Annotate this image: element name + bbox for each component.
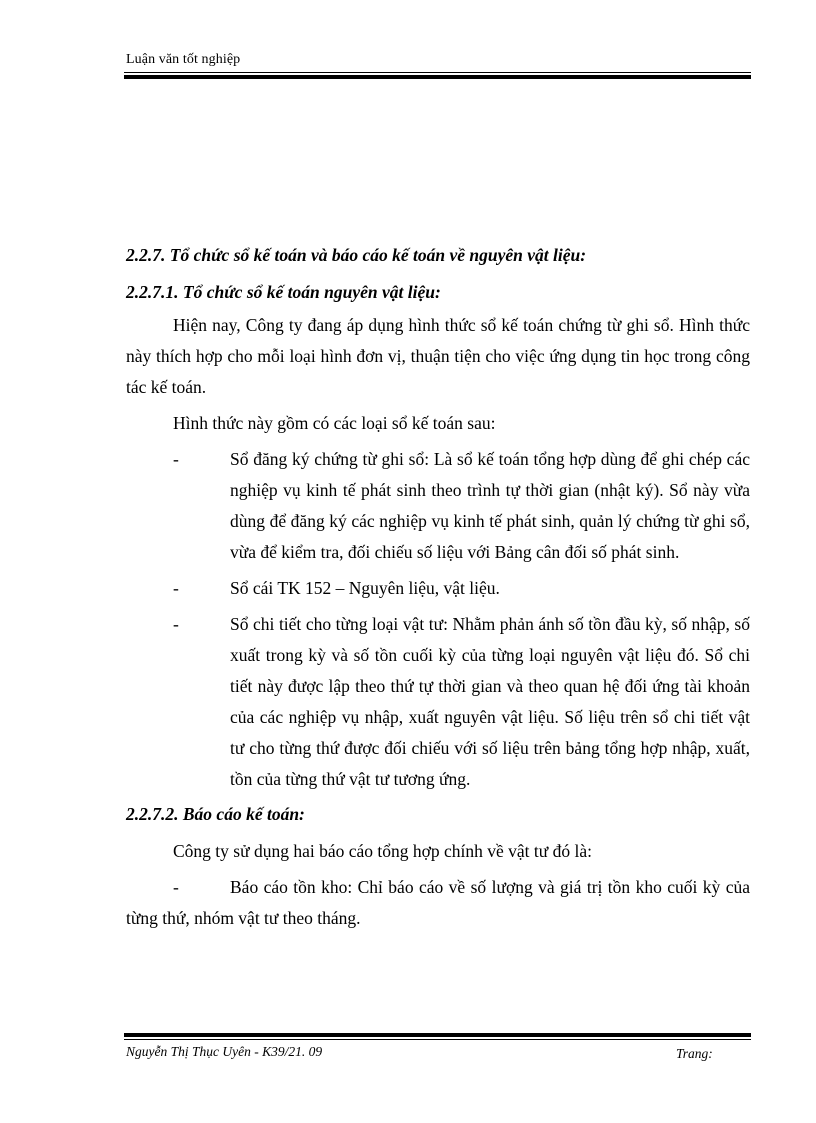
footer-author: Nguyễn Thị Thục Uyên - K39/21. 09 — [126, 1044, 323, 1059]
running-header: Luận văn tốt nghiệp — [126, 52, 241, 67]
footer-page-label: Trang: — [676, 1046, 713, 1061]
list-item-text: Sổ cái TK 152 – Nguyên liệu, vật liệu. — [230, 578, 500, 598]
list-dash: - — [173, 578, 179, 598]
list-dash: - — [173, 449, 179, 469]
list-item — [126, 609, 750, 795]
paragraph-inventory-text: Báo cáo tồn kho: Chỉ báo cáo về số lượng và giá trị tồn kho cuối kỳ của từng thứ, nhóm vật tư theo tháng. — [126, 877, 750, 928]
paragraph-intro: Hiện nay, Công ty đang áp dụng hình thức sổ kế toán chứng từ ghi sổ. Hình thức này thích hợp cho mỗi loại hình đơn vị, thuận tiện cho việc ứng dụng tin học trong công tác kế toán. — [126, 315, 750, 397]
list-dash: - — [173, 614, 179, 634]
ledger-list — [126, 444, 750, 795]
header-rule-thin — [124, 72, 751, 73]
list-item — [126, 573, 750, 604]
section-heading: 2.2.7. Tổ chức sổ kế toán và báo cáo kế toán về nguyên vật liệu: — [126, 245, 587, 265]
paragraph-inventory-report — [126, 872, 750, 934]
footer-rule — [124, 1033, 751, 1041]
footer-rule-thin — [124, 1039, 751, 1040]
footer-rule-thick — [124, 1033, 751, 1037]
header-rule — [124, 72, 751, 80]
main-content — [126, 240, 750, 934]
list-item-text: Sổ đăng ký chứng từ ghi sổ: Là sổ kế toán tổng hợp dùng để ghi chép các nghiệp vụ kinh tế phát sinh theo trình tự thời gian (nhật ký). Sổ này vừa dùng để đăng ký các nghiệp vụ kinh tế phát sinh, quản lý chứng từ ghi sổ, vừa để kiểm tra, đối chiếu số liệu với Bảng cân đối số phát sinh. — [230, 449, 750, 562]
subsection-heading-2: 2.2.7.2. Báo cáo kế toán: — [126, 804, 305, 824]
list-dash: - — [173, 877, 179, 897]
list-item — [126, 444, 750, 568]
paragraph-list-intro: Hình thức này gồm có các loại sổ kế toán sau: — [173, 413, 496, 433]
header-rule-thick — [124, 75, 751, 79]
list-item-text: Sổ chi tiết cho từng loại vật tư: Nhằm phản ánh số tồn đầu kỳ, số nhập, số xuất trong kỳ và số tồn cuối kỳ của từng loại nguyên vật liệu đó. Sổ chi tiết này được lập theo thứ tự thời gian và theo quan hệ đối ứng tài khoản của các nghiệp vụ nhập, xuất nguyên vật liệu. Số liệu trên sổ chi tiết vật tư cho từng thứ được đối chiếu với số liệu trên bảng tổng hợp nhập, xuất, tồn của từng thứ vật tư tương ứng. — [230, 614, 750, 789]
subsection-heading-1: 2.2.7.1. Tổ chức sổ kế toán nguyên vật liệu: — [126, 282, 441, 302]
paragraph-reports-intro: Công ty sử dụng hai báo cáo tổng hợp chính về vật tư đó là: — [173, 841, 592, 861]
